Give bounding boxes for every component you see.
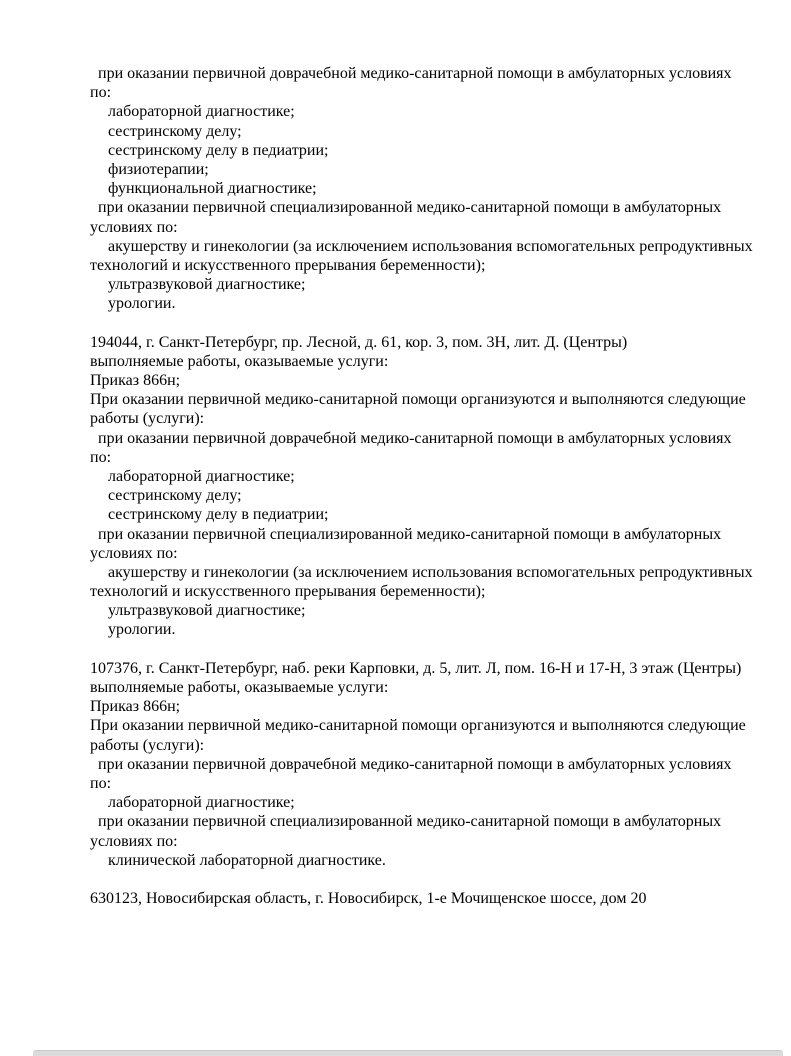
license-document-text: [90, 64, 780, 908]
text-line: 107376, г. Санкт-Петербург, наб. реки Карповки, д. 5, лит. Л, пом. 16-Н и 17-Н, 3 этаж (Центры): [90, 659, 742, 677]
text-line: сестринскому делу;: [108, 122, 242, 140]
text-line: по:: [90, 448, 112, 466]
text-line: работы (услуги):: [90, 410, 205, 428]
text-line: Приказ 866н;: [90, 698, 181, 716]
text-line: лабораторной диагностике;: [108, 467, 295, 485]
text-line: при оказании первичной специализированной медико-санитарной помощи в амбулаторных: [98, 199, 722, 217]
text-line: сестринскому делу в педиатрии;: [108, 141, 329, 159]
text-line: при оказании первичной специализированной медико-санитарной помощи в амбулаторных: [98, 525, 722, 543]
address-block-194044: [90, 333, 780, 640]
text-line: при оказании первичной специализированной медико-санитарной помощи в амбулаторных: [98, 813, 722, 831]
text-line: работы (услуги):: [90, 736, 205, 754]
text-line: при оказании первичной доврачебной медико-санитарной помощи в амбулаторных условиях: [98, 65, 732, 82]
text-line: функциональной диагностике;: [108, 180, 317, 198]
text-line: условиях по:: [90, 832, 178, 850]
horizontal-scrollbar[interactable]: [33, 1050, 783, 1056]
text-line: ультразвуковой диагностике;: [108, 276, 306, 294]
text-line: по:: [90, 774, 112, 792]
text-line: условиях по:: [90, 544, 178, 562]
text-line: При оказании первичной медико-санитарной помощи организуются и выполняются следующие: [90, 391, 746, 409]
text-line: клинической лабораторной диагностике.: [108, 851, 386, 869]
text-line: сестринскому делу;: [108, 487, 242, 505]
text-line: акушерству и гинекологии (за исключением использования вспомогательных репродуктивных: [108, 237, 753, 255]
text-line: 194044, г. Санкт-Петербург, пр. Лесной, д. 61, кор. 3, пом. 3Н, лит. Д. (Центры): [90, 333, 628, 351]
text-line: лабораторной диагностике;: [108, 103, 295, 121]
text-line: урологии.: [108, 295, 176, 313]
text-line: выполняемые работы, оказываемые услуги:: [90, 679, 389, 696]
text-line: Приказ 866н;: [90, 372, 181, 389]
text-line: акушерству и гинекологии (за исключением использования вспомогательных репродуктивных: [108, 563, 753, 581]
text-line: физиотерапии;: [108, 160, 209, 178]
text-line: при оказании первичной доврачебной медико-санитарной помощи в амбулаторных условиях: [98, 429, 732, 447]
address-block-107376: [90, 659, 780, 870]
text-line: ультразвуковой диагностике;: [108, 602, 306, 620]
text-line: При оказании первичной медико-санитарной помощи организуются и выполняются следующие: [90, 717, 746, 735]
text-line: 630123, Новосибирская область, г. Новосибирск, 1-е Мочищенское шоссе, дом 20: [90, 890, 647, 908]
text-line: сестринскому делу в педиатрии;: [108, 506, 329, 524]
text-line: выполняемые работы, оказываемые услуги:: [90, 352, 389, 370]
address-block-630123: [90, 889, 780, 908]
text-line: урологии.: [108, 621, 176, 639]
text-line: условиях по:: [90, 218, 178, 236]
text-line: лабораторной диагностике;: [108, 794, 295, 812]
text-line: технологий и искусственного прерывания беременности);: [90, 583, 486, 601]
text-line: технологий и искусственного прерывания беременности);: [90, 256, 486, 274]
text-line: по:: [90, 84, 112, 102]
text-line: при оказании первичной доврачебной медико-санитарной помощи в амбулаторных условиях: [98, 755, 732, 773]
services-block-top: [90, 64, 780, 313]
